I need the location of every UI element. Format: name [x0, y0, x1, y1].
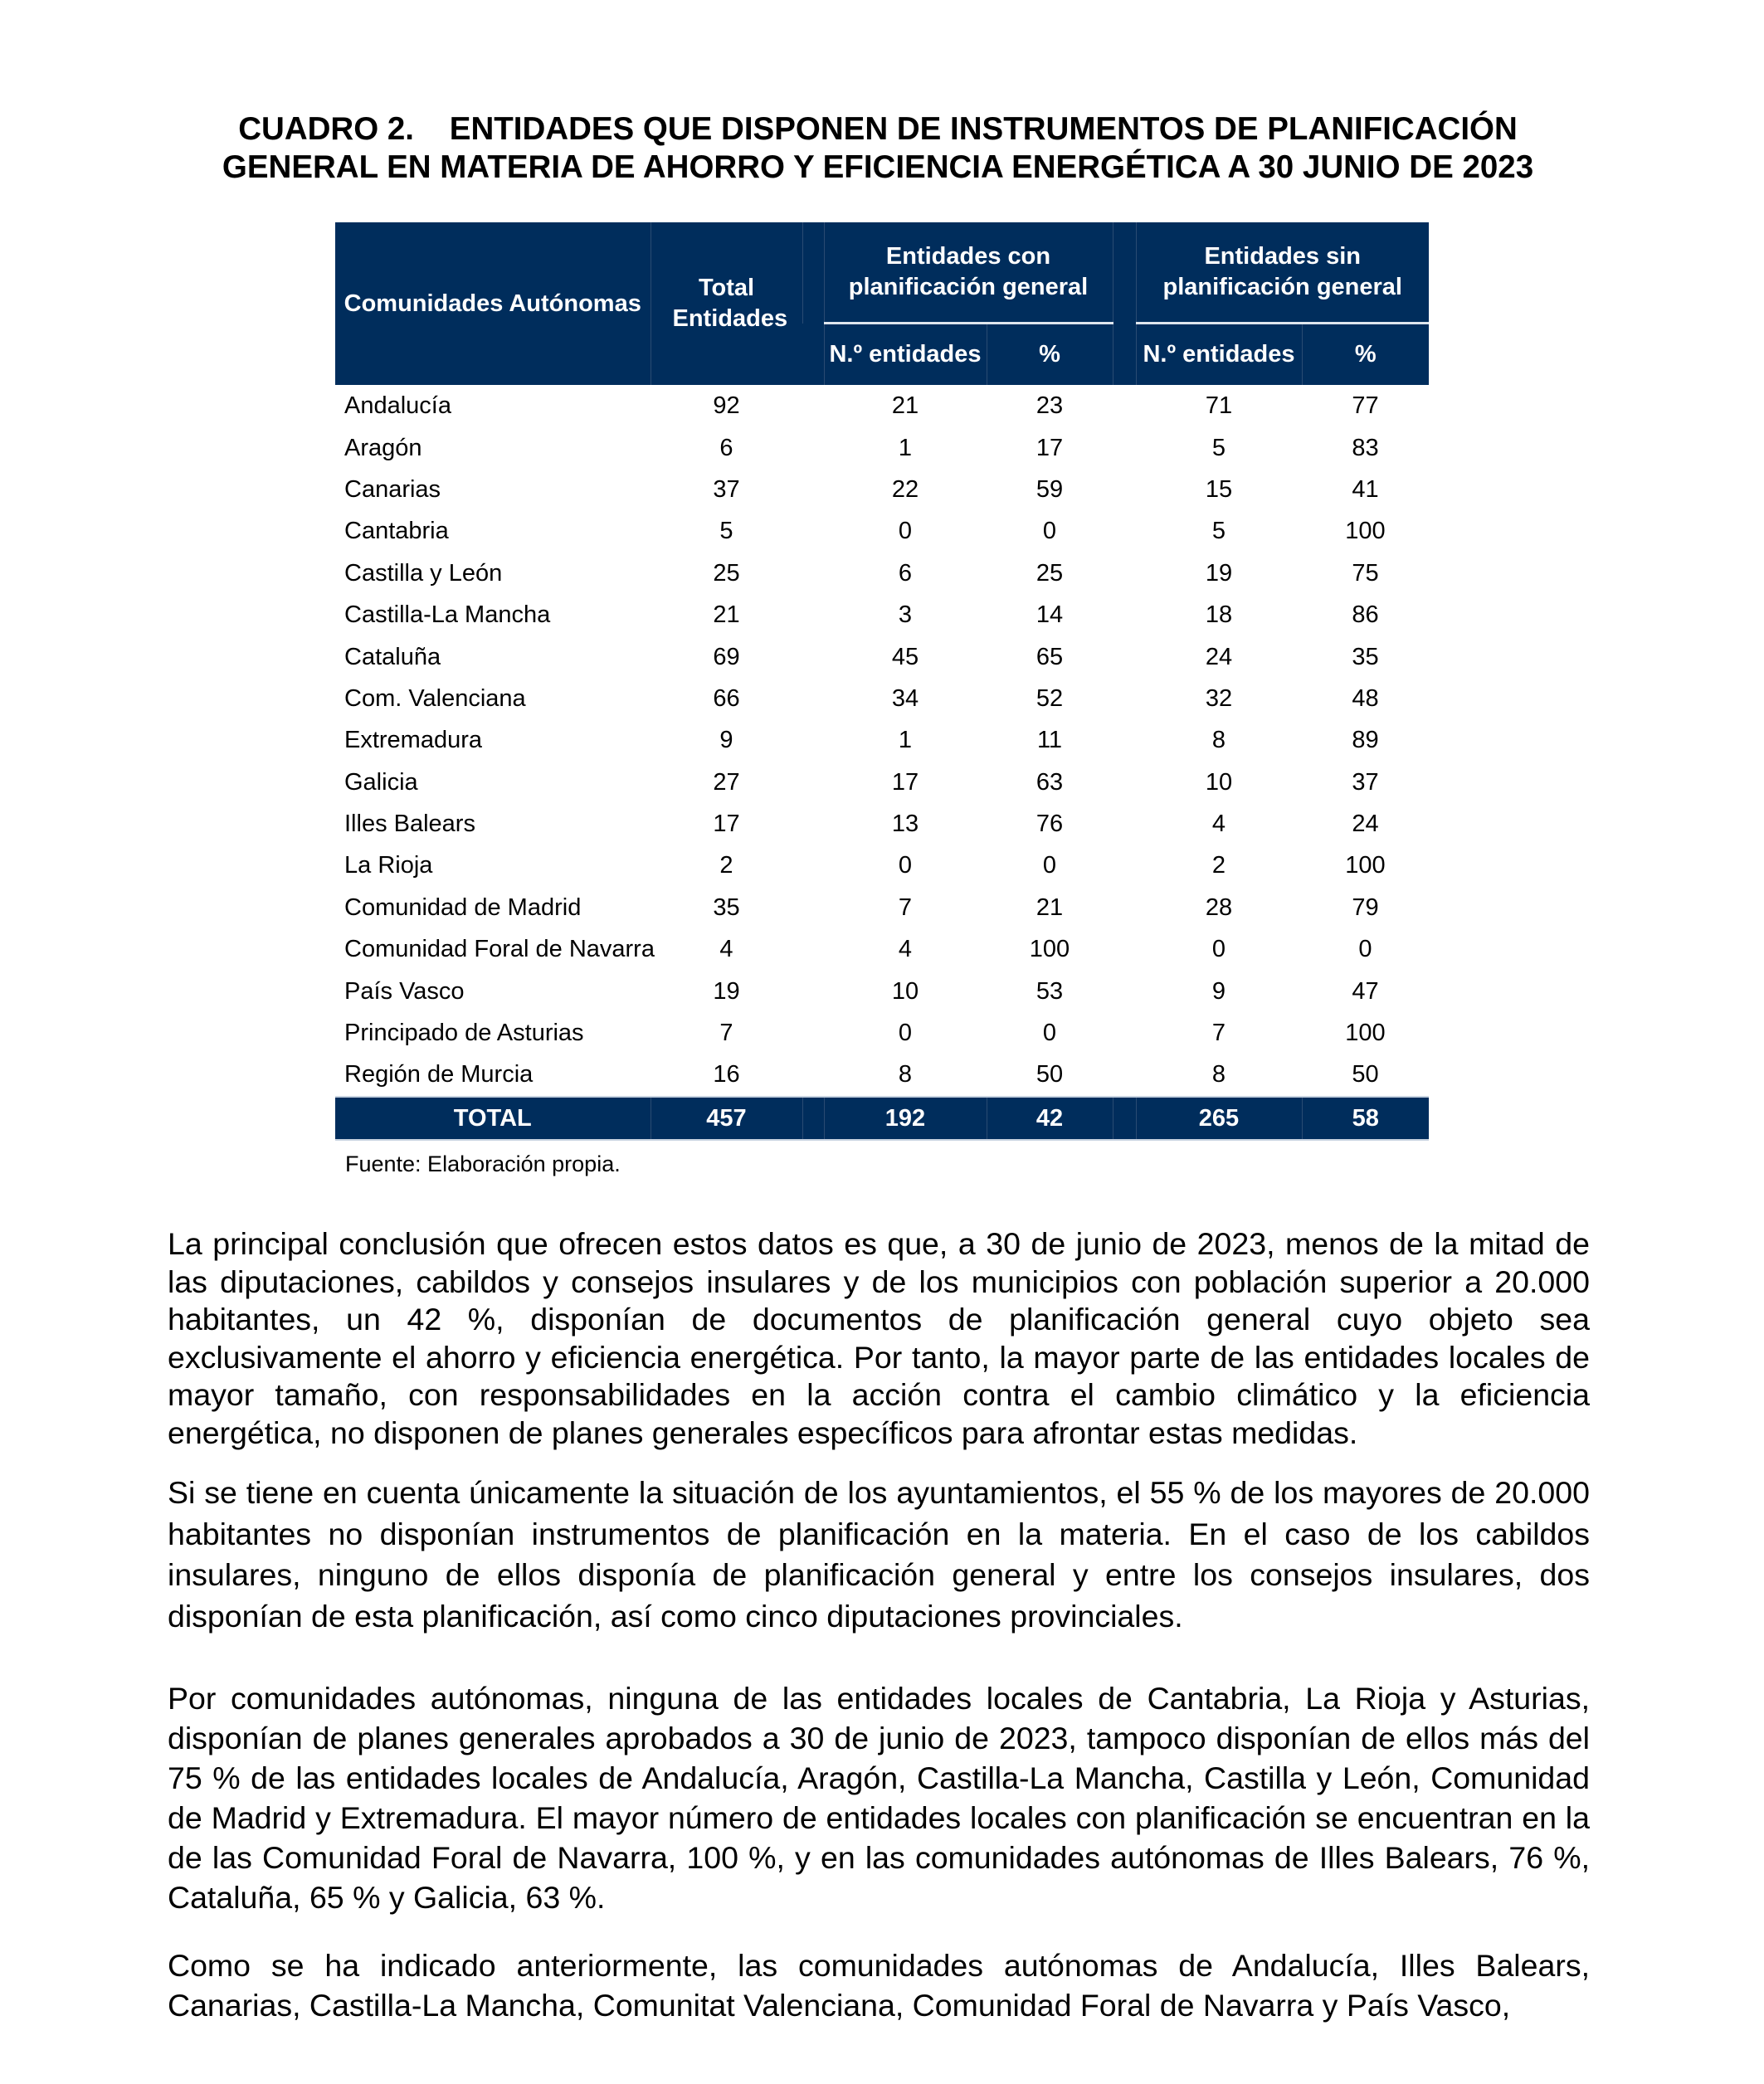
cell-num-without: 5: [1211, 434, 1226, 461]
cell-spacer: [1113, 426, 1136, 468]
table-title-line-2: GENERAL EN MATERIA DE AHORRO Y EFICIENCIA ENERGÉTICA A 30 JUNIO DE 2023: [222, 149, 1534, 185]
cell-num-with: 17: [891, 768, 919, 796]
data-table-container: [335, 222, 1429, 1141]
cell-pct-with: 52: [1035, 684, 1064, 712]
cell-total: 21: [713, 601, 740, 629]
cell-total: 92: [713, 392, 740, 420]
cell-pct-without: 100: [1345, 518, 1386, 545]
cell-total: 457: [651, 1097, 802, 1140]
cell-pct-with: 59: [1035, 475, 1064, 503]
header-total: [651, 222, 802, 385]
cell-total: 69: [713, 643, 740, 670]
cell-num-with: 34: [891, 684, 919, 712]
table-row: [335, 469, 1429, 510]
cell-num-with: 1: [898, 727, 913, 754]
cell-spacer: [1113, 762, 1136, 803]
cell-pct-with: 0: [1042, 518, 1057, 545]
cell-spacer: [802, 426, 824, 468]
table-title-line-1: CUADRO 2. ENTIDADES QUE DISPONEN DE INSTRUMENTOS DE PLANIFICACIÓN: [238, 111, 1518, 147]
cell-pct-with: 53: [1035, 977, 1064, 1005]
cell-pct-with: 0: [1042, 1020, 1057, 1047]
header-region: Comunidades Autónomas: [335, 222, 651, 385]
cell-num-with: 7: [898, 893, 913, 921]
cell-pct-without: 35: [1352, 643, 1379, 670]
cell-spacer: [1113, 635, 1136, 677]
cell-spacer: [802, 762, 824, 803]
cell-spacer: [1113, 1012, 1136, 1054]
cell-pct-without: 48: [1352, 684, 1379, 712]
header-spacer-1: [802, 222, 824, 324]
cell-spacer: [1113, 845, 1136, 886]
cell-spacer: [1113, 970, 1136, 1011]
cell-num-with: 10: [891, 977, 919, 1005]
cell-pct-with: 14: [1035, 601, 1064, 629]
cell-spacer: [802, 385, 824, 426]
cell-pct-without: 86: [1352, 601, 1379, 629]
cell-region: Principado de Asturias: [344, 1020, 584, 1047]
cell-num-with: 8: [898, 1061, 913, 1088]
cell-spacer: [1113, 553, 1136, 594]
cell-pct-with: 0: [1042, 852, 1057, 879]
header-spacer-2b: [1113, 324, 1136, 386]
table-total-row: [335, 1097, 1429, 1140]
table-header: [335, 222, 1429, 385]
table-row: [335, 845, 1429, 886]
cell-region: Galicia: [344, 768, 418, 796]
table-row: [335, 510, 1429, 552]
cell-total: 16: [713, 1061, 740, 1088]
cell-total: 25: [713, 559, 740, 587]
header-group-without: [1136, 222, 1429, 324]
cell-total: 17: [713, 811, 740, 838]
cell-spacer: [802, 719, 824, 761]
cell-region: Illes Balears: [344, 811, 475, 838]
cell-total: 37: [713, 475, 740, 503]
cell-pct-with: 11: [1036, 727, 1063, 754]
cell-num-with: 1: [898, 434, 913, 461]
paragraph-1: La principal conclusión que ofrecen estos datos es que, a 30 de junio de 2023, menos de la mitad de las diputaciones, cabildos y consejos insulares y de los municipios con población superior a 20.000 habitantes, un 42 %, disponían de documentos de planificación general cuyo objeto sea exclusivamente el ahorro y eficiencia energética. Por tanto, la mayor parte de las entidades locales de mayor tamaño, con responsabilidades en la acción contra el cambio climático y la eficiencia energética, no disponen de planes generales específicos para afrontar estas medidas.: [168, 1226, 1590, 1450]
cell-total: 27: [713, 768, 740, 796]
cell-total: 9: [719, 727, 733, 754]
cell-region: Andalucía: [344, 392, 451, 420]
cell-spacer: [1113, 385, 1136, 426]
table-row: [335, 635, 1429, 677]
cell-pct-without: 58: [1302, 1097, 1429, 1140]
table-row: [335, 762, 1429, 803]
cell-total: 5: [719, 518, 733, 545]
cell-num-without: 8: [1211, 1061, 1226, 1088]
cell-num-without: 71: [1205, 392, 1233, 420]
table-title: [166, 110, 1590, 187]
table-body: [335, 385, 1429, 1140]
cell-num-without: 19: [1205, 559, 1233, 587]
cell-pct-without: 24: [1352, 811, 1379, 838]
header-spacer-1b: [802, 324, 824, 386]
cell-num-with: 22: [891, 475, 919, 503]
cell-num-without: 15: [1205, 475, 1233, 503]
cell-spacer: [1113, 887, 1136, 928]
cell-pct-without: 75: [1352, 559, 1379, 587]
cell-spacer: [802, 1097, 824, 1140]
cell-region: TOTAL: [335, 1097, 651, 1140]
table-row: [335, 970, 1429, 1011]
cell-spacer: [1113, 928, 1136, 970]
cell-num-without: 4: [1211, 811, 1226, 838]
cell-spacer: [802, 594, 824, 635]
cell-pct-without: 83: [1352, 434, 1379, 461]
header-num-without: N.º entidades: [1136, 324, 1302, 386]
header-group-with-label: Entidades con planificación general: [848, 243, 1089, 300]
cell-region: Castilla-La Mancha: [344, 601, 551, 629]
cell-pct-without: 79: [1352, 893, 1379, 921]
cell-region: Canarias: [344, 475, 441, 503]
cell-pct-without: 50: [1352, 1061, 1379, 1088]
cell-pct-without: 100: [1345, 1020, 1386, 1047]
cell-spacer: [802, 928, 824, 970]
cell-region: Cantabria: [344, 518, 449, 545]
table-row: [335, 1012, 1429, 1054]
cell-pct-with: 76: [1035, 811, 1064, 838]
cell-num-without: 18: [1205, 601, 1233, 629]
cell-spacer: [1113, 510, 1136, 552]
cell-num-without: 7: [1211, 1020, 1226, 1047]
cell-spacer: [1113, 678, 1136, 719]
cell-spacer: [1113, 1097, 1136, 1140]
cell-pct-with: 63: [1035, 768, 1064, 796]
cell-region: Cataluña: [344, 643, 441, 670]
cell-spacer: [1113, 719, 1136, 761]
cell-pct-without: 89: [1352, 727, 1379, 754]
cell-num-with: 21: [891, 392, 919, 420]
cell-num-without: 8: [1211, 727, 1226, 754]
cell-total: 7: [719, 1020, 733, 1047]
header-group-with: [824, 222, 1113, 324]
cell-num-with: 6: [898, 559, 913, 587]
cell-spacer: [1113, 469, 1136, 510]
cell-spacer: [802, 678, 824, 719]
cell-region: País Vasco: [344, 977, 465, 1005]
entities-planning-table: [335, 222, 1429, 1141]
cell-pct-with: 17: [1035, 434, 1064, 461]
cell-num-without: 32: [1205, 684, 1233, 712]
cell-pct-without: 37: [1352, 768, 1379, 796]
paragraph-3: Por comunidades autónomas, ninguna de las entidades locales de Cantabria, La Rioja y Asturias, disponían de planes generales aprobados a 30 de junio de 2023, tampoco disponían de ellos más del 75 % de las entidades locales de Andalucía, Aragón, Castilla-La Mancha, Castilla y León, Comunidad de Madrid y Extremadura. El mayor número de entidades locales con planificación se encuentran en la de las Comunidad Foral de Navarra, 100 %, y en las comunidades autónomas de Illes Balears, 76 %, Cataluña, 65 % y Galicia, 63 %.: [168, 1681, 1590, 1915]
cell-pct-without: 0: [1358, 936, 1372, 963]
cell-num-with: 3: [898, 601, 913, 629]
cell-spacer: [1113, 803, 1136, 845]
cell-region: Región de Murcia: [344, 1061, 534, 1088]
cell-num-without: 10: [1205, 768, 1233, 796]
cell-num-without: 0: [1211, 936, 1226, 963]
table-source-note: Fuente: Elaboración propia.: [345, 1152, 621, 1176]
cell-spacer: [802, 970, 824, 1011]
cell-pct-with: 42: [987, 1097, 1113, 1140]
cell-total: 19: [713, 977, 740, 1005]
cell-pct-with: 25: [1035, 559, 1064, 587]
cell-spacer: [802, 845, 824, 886]
cell-num-without: 28: [1205, 893, 1233, 921]
cell-pct-without: 41: [1352, 475, 1379, 503]
cell-pct-with: 100: [1029, 936, 1070, 963]
table-row: [335, 594, 1429, 635]
cell-pct-with: 23: [1035, 392, 1064, 420]
cell-region: Extremadura: [344, 727, 483, 754]
table-row: [335, 385, 1429, 426]
header-num-with: N.º entidades: [824, 324, 987, 386]
header-pct-with: %: [987, 324, 1113, 386]
paragraph-4: Como se ha indicado anteriormente, las comunidades autónomas de Andalucía, Illes Balears, Canarias, Castilla-La Mancha, Comunitat Valenciana, Comunidad Foral de Navarra y País Vasco,: [168, 1948, 1590, 2023]
cell-pct-with: 50: [1035, 1061, 1064, 1088]
cell-region: Aragón: [344, 434, 422, 461]
cell-pct-with: 65: [1035, 643, 1064, 670]
cell-spacer: [1113, 1054, 1136, 1096]
cell-total: 66: [713, 684, 740, 712]
cell-num-with: 0: [898, 852, 913, 879]
cell-num-with: 45: [891, 643, 919, 670]
header-group-without-label: Entidades sin planificación general: [1162, 243, 1402, 300]
cell-pct-with: 21: [1035, 893, 1064, 921]
table-row: [335, 719, 1429, 761]
table-row: [335, 426, 1429, 468]
paragraph-2: Si se tiene en cuenta únicamente la situación de los ayuntamientos, el 55 % de los mayores de 20.000 habitantes no disponían instrumentos de planificación en la materia. En el caso de los cabildos insulares, ninguno de ellos disponía de planificación general y entre los consejos insulares, dos disponían de esta planificación, así como cinco diputaciones provinciales.: [168, 1475, 1590, 1634]
cell-spacer: [802, 887, 824, 928]
cell-region: Com. Valenciana: [344, 684, 526, 712]
cell-spacer: [802, 1054, 824, 1096]
cell-region: Comunidad Foral de Navarra: [344, 936, 655, 963]
table-row: [335, 553, 1429, 594]
cell-spacer: [802, 553, 824, 594]
cell-pct-without: 77: [1352, 392, 1379, 420]
cell-spacer: [802, 1012, 824, 1054]
cell-num-without: 24: [1205, 643, 1233, 670]
cell-total: 4: [719, 936, 733, 963]
table-row: [335, 1054, 1429, 1096]
cell-num-without: 2: [1211, 852, 1226, 879]
cell-spacer: [802, 510, 824, 552]
cell-total: 35: [713, 893, 740, 921]
header-spacer-2: [1113, 222, 1136, 324]
table-row: [335, 928, 1429, 970]
table-row: [335, 803, 1429, 845]
cell-num-with: 13: [891, 811, 919, 838]
cell-region: Castilla y León: [344, 559, 503, 587]
cell-region: Comunidad de Madrid: [344, 893, 582, 921]
cell-num-with: 0: [898, 518, 913, 545]
cell-total: 2: [719, 852, 733, 879]
cell-region: La Rioja: [344, 852, 433, 879]
table-row: [335, 678, 1429, 719]
cell-num-without: 9: [1211, 977, 1226, 1005]
cell-num-without: 5: [1211, 518, 1226, 545]
cell-total: 6: [719, 434, 733, 461]
cell-pct-without: 100: [1345, 852, 1386, 879]
cell-spacer: [802, 469, 824, 510]
cell-num-with: 192: [824, 1097, 987, 1140]
cell-spacer: [802, 635, 824, 677]
cell-num-with: 0: [898, 1020, 913, 1047]
table-row: [335, 887, 1429, 928]
cell-pct-without: 47: [1352, 977, 1379, 1005]
cell-spacer: [802, 803, 824, 845]
header-pct-without: %: [1302, 324, 1429, 386]
header-total-label: Total Entidades: [672, 275, 788, 332]
cell-num-with: 4: [898, 936, 913, 963]
cell-spacer: [1113, 594, 1136, 635]
cell-num-without: 265: [1136, 1097, 1302, 1140]
